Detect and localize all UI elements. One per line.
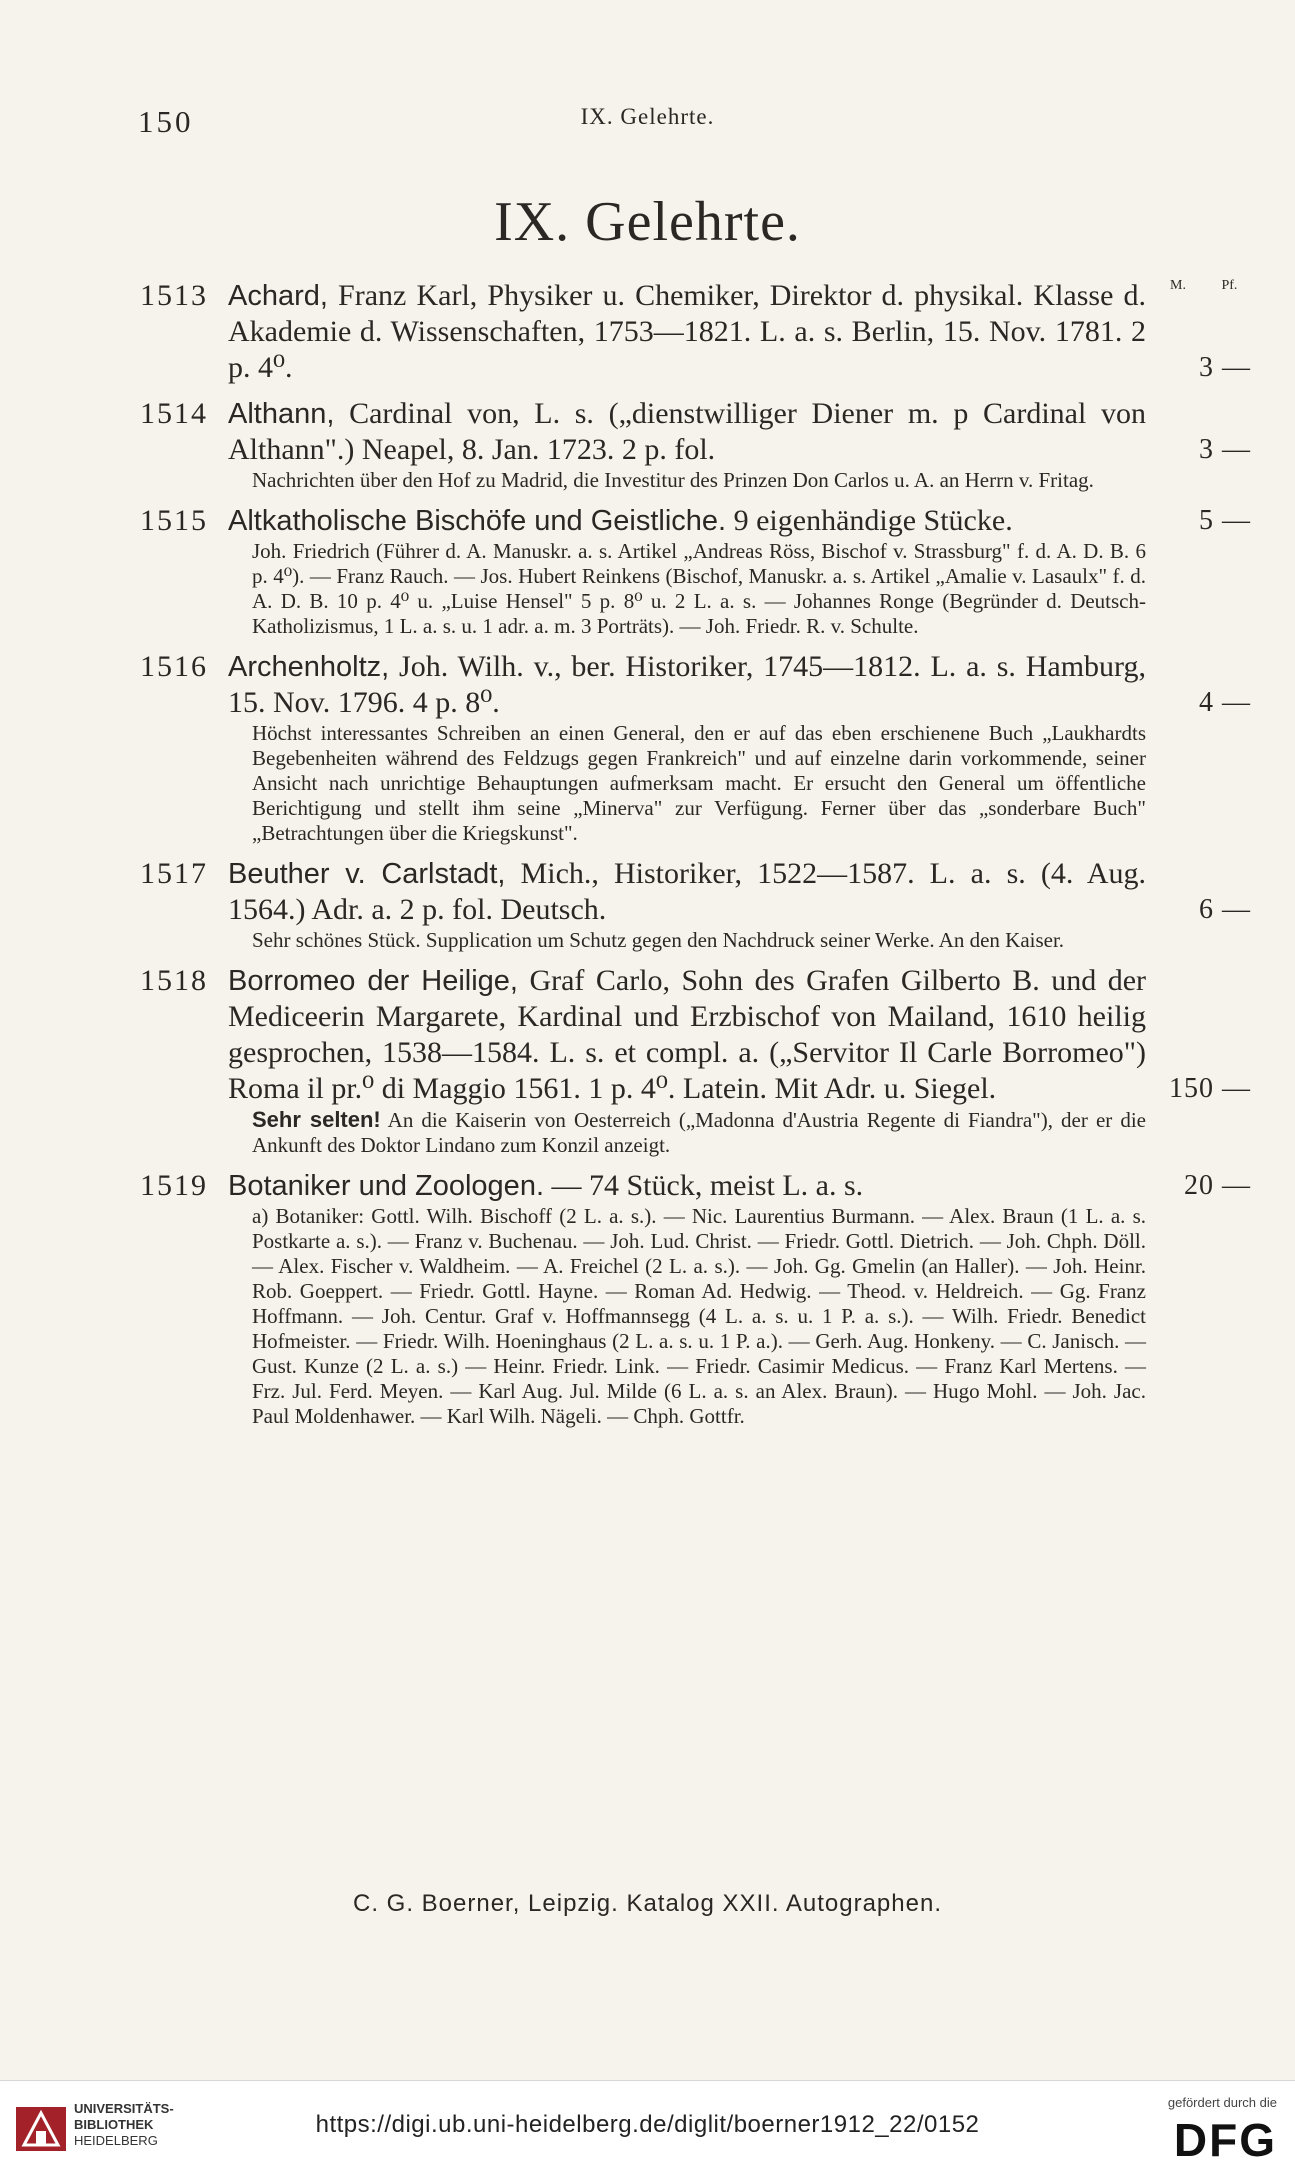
catalog-entry — [0, 649, 1295, 846]
entry-name: Borromeo der Heilige, — [228, 965, 518, 997]
entry-number: 1516 — [140, 650, 208, 683]
entry-description: Franz Karl, Physiker u. Chemiker, Direktor d. physikal. Klasse d. Akademie d. Wissenschaften, 1753—1821. L. a. s. Berlin, 15. Nov. 1781. 2 p. 4⁰. — [228, 279, 1146, 384]
entry-name: Archenholtz, — [228, 651, 390, 683]
entry-note-text: An die Kaiserin von Oesterreich („Madonna d'Austria Regente di Fiandra"), der er die Ankunft des Doktor Lindano zum Konzil anzeigt. — [252, 1108, 1146, 1157]
section-title: IX. Gelehrte. — [494, 191, 801, 253]
entry-price: 5 — — [1199, 505, 1251, 536]
column-head-pfennig: Pf. — [1221, 278, 1238, 293]
entry-note — [252, 928, 1146, 953]
entry-note — [252, 1204, 1146, 1429]
entry-description: Cardinal von, L. s. („dienstwilliger Diener m. p Cardinal von Althann".) Neapel, 8. Jan. 1723. 2 p. fol. — [228, 397, 1146, 466]
catalog-entry — [0, 963, 1295, 1158]
rarity-mark: Sehr selten! — [252, 1107, 381, 1132]
catalog-entry — [0, 856, 1295, 953]
entry-note — [252, 468, 1146, 493]
entry-main-text — [228, 1168, 1251, 1204]
catalog-entry — [0, 396, 1295, 493]
entry-name: Botaniker und Zoologen. — [228, 1170, 544, 1202]
entry-number: 1517 — [140, 857, 208, 890]
entry-description: Joh. Wilh. v., ber. Historiker, 1745—1812. L. a. s. Hamburg, 15. Nov. 1796. 4 p. 8⁰. — [228, 650, 1146, 719]
entry-number: 1519 — [140, 1169, 208, 1202]
entry-name: Altkatholische Bischöfe und Geistliche. — [228, 505, 727, 537]
catalog-entry — [0, 1168, 1295, 1429]
publisher-imprint: C. G. Boerner, Leipzig. Katalog XXII. Autographen. — [352, 1890, 942, 1917]
entry-main-text — [228, 503, 1251, 539]
library-name-line: HEIDELBERG — [74, 2133, 158, 2148]
entry-note — [252, 1107, 1146, 1158]
funder-label: gefördert durch die — [1167, 2095, 1277, 2110]
page-number: 150 — [138, 104, 194, 139]
entry-description: Graf Carlo, Sohn des Grafen Gilberto B. und der Mediceerin Margarete, Kardinal und Erzbischof von Mailand, 1610 heilig gesprochen, 1538—1584. L. s. et compl. a. („Servitor Il Carle Borromeo") Roma il pr.⁰ di Maggio 1561. 1 p. 4⁰. Latein. Mit Adr. u. Siegel. — [228, 964, 1146, 1105]
library-name-line: BIBLIOTHEK — [74, 2117, 154, 2132]
entry-number: 1515 — [140, 504, 208, 537]
entry-main-text — [228, 963, 1251, 1107]
entry-note-text: Joh. Friedrich (Führer d. A. Manuskr. a. s. Artikel „Andreas Röss, Bischof v. Strassburg" f. d. A. D. B. 6 p. 4⁰). — Franz Rauch. — Jos. Hubert Reinkens (Bischof, Manuskr. a. s. Artikel „Amalie v. Lasaulx" f. d. A. D. B. 10 p. 4⁰ u. „Luise Hensel" 5 p. 8⁰ u. 2 L. a. s. — Johannes Ronge (Begründer d. Deutsch-Katholizismus, 1 L. a. s. u. 1 adr. a. m. 3 Porträts). — Joh. Friedr. R. v. Schulte. — [252, 539, 1146, 638]
entry-price: 3 — — [1199, 434, 1251, 465]
running-head-title: IX. Gelehrte. — [580, 104, 715, 129]
entry-main-text — [228, 649, 1251, 721]
viewer-bar — [0, 2080, 1295, 2176]
entry-note — [252, 721, 1146, 846]
entry-note-text: Höchst interessantes Schreiben an einen General, den er auf das eben erschienene Buch „Laukhardts Begebenheiten während des Feldzugs gegen Frankreich" und auf einzelne darin vorkommende, seiner Ansicht nach unrichtige Behauptungen aufmerksam macht. Er ersucht den General um öffentliche Berichtigung und stellt ihm seine „Minerva" zur Verfügung. Ferner über das „sonderbare Buch" „Betrachtungen über die Kriegskunst". — [252, 721, 1146, 845]
dfg-logo[interactable]: DFG — [1173, 2114, 1277, 2166]
entry-note-text: Sehr schönes Stück. Supplication um Schutz gegen den Nachdruck seiner Werke. An den Kaiser. — [252, 928, 1065, 952]
entry-price: 20 — — [1184, 1170, 1251, 1201]
entry-main-text — [228, 396, 1251, 468]
entry-number: 1514 — [140, 397, 208, 430]
entry-name: Beuther v. Carlstadt, — [228, 858, 506, 890]
permalink-url[interactable]: https://digi.ub.uni-heidelberg.de/diglit/boerner1912_22/0152 — [315, 2111, 980, 2138]
entry-price: 3 — — [1199, 352, 1251, 383]
library-name-line: UNIVERSITÄTS- — [74, 2101, 174, 2116]
entry-main-text — [228, 856, 1251, 928]
entry-price: 4 — — [1199, 687, 1251, 718]
running-head — [0, 104, 1295, 144]
entry-note-text: Nachrichten über den Hof zu Madrid, die Investitur des Prinzen Don Carlos u. A. an Herrn v. Fritag. — [252, 468, 1094, 492]
entry-price: 6 — — [1199, 894, 1251, 925]
entry-number: 1518 — [140, 964, 208, 997]
entry-note — [252, 539, 1146, 639]
entry-description: 9 eigenhändige Stücke. — [726, 504, 1013, 537]
catalog-entry — [0, 278, 1295, 386]
entry-number: 1513 — [140, 279, 208, 312]
entry-description: — 74 Stück, meist L. a. s. — [544, 1169, 864, 1202]
entry-name: Althann, — [228, 398, 335, 430]
entry-price: 150 — — [1169, 1073, 1251, 1104]
column-head-marks: M. — [1170, 278, 1186, 293]
entry-name: Achard, — [228, 280, 328, 312]
catalog-entry — [0, 503, 1295, 639]
entry-list — [0, 278, 1295, 1439]
entry-description: Mich., Historiker, 1522—1587. L. a. s. (4. Aug. 1564.) Adr. a. 2 p. fol. Deutsch. — [228, 857, 1146, 926]
entry-note-text: a) Botaniker: Gottl. Wilh. Bischoff (2 L. a. s.). — Nic. Laurentius Burmann. — Alex. Braun (1 L. a. s. Postkarte a. s.). — Franz v. Buchenau. — Joh. Lud. Christ. — Friedr. Gottl. Dietrich. — Joh. Chph. Döll. — Alex. Fischer v. Waldheim. — A. Freichel (2 L. a. s.). — Joh. Gg. Gmelin (an Haller). — Joh. Heinr. Rob. Goeppert. — Friedr. Gottl. Hayne. — Roman Ad. Hedwig. — Theod. v. Heldreich. — Gg. Franz Hoffmann. — Joh. Centur. Graf v. Hoffmannsegg (4 L. a. s. u. 1 P. a. s.). — Wilh. Friedr. Benedict Hofmeister. — Friedr. Wilh. Hoeninghaus (2 L. a. s. u. 1 P. a.). — Gerh. Aug. Honkeny. — C. Janisch. — Gust. Kunze (2 L. a. s.) — Heinr. Friedr. Link. — Friedr. Casimir Medicus. — Franz Karl Mertens. — Frz. Jul. Ferd. Meyen. — Karl Aug. Jul. Milde (6 L. a. s. an Alex. Braun). — Hugo Mohl. — Joh. Jac. Paul Moldenhawer. — Karl Wilh. Nägeli. — Chph. Gottfr. — [252, 1204, 1146, 1428]
